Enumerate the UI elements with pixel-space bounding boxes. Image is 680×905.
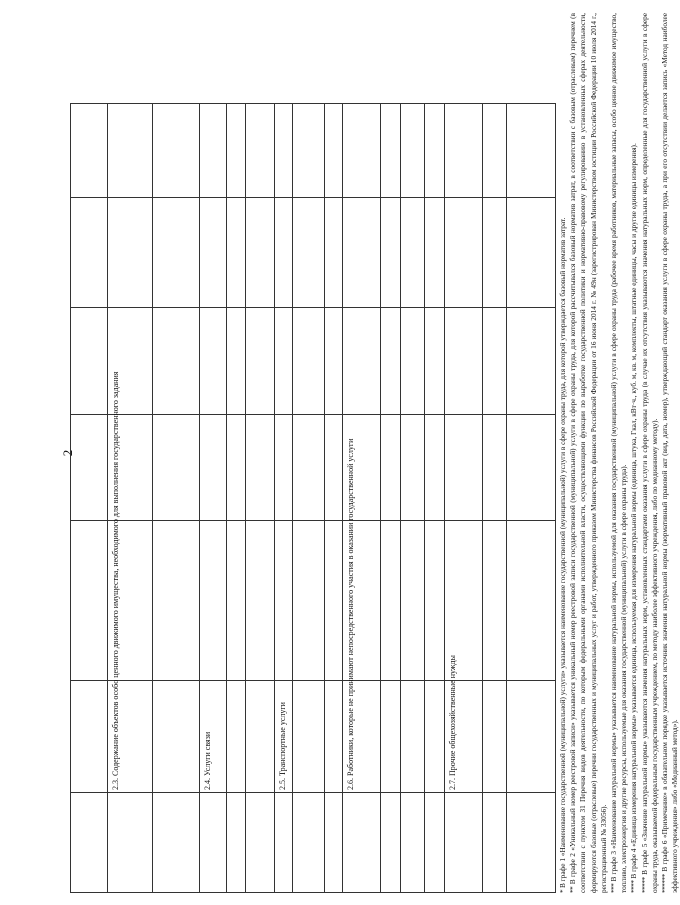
column-divider bbox=[70, 520, 556, 521]
row-divider bbox=[199, 103, 200, 893]
table-row-label: 2.3. Содержание объектов особо ценного движимого имущества, необходимого для выполнения государственного задания bbox=[111, 371, 120, 790]
column-divider bbox=[70, 307, 556, 308]
table-frame bbox=[70, 103, 556, 893]
footnote-mark: ** bbox=[568, 886, 578, 893]
row-divider bbox=[226, 103, 227, 893]
row-divider bbox=[245, 103, 246, 893]
footnote-mark: **** bbox=[629, 880, 639, 893]
footnote bbox=[558, 13, 568, 893]
footnote-text: В графе 3 «Наименование натуральной нормы» указывается наименование натуральной нормы, используемой для оказания государственной (муниципальной) услуги в сфере охраны труда (рабочее время работников, материальные запасы, особо ценное движимое имущество, топливо, электроэнергия и другие ресурсы, используемые для оказания государственной (муниципальной) услуги в сфере охраны труда). bbox=[609, 13, 629, 893]
row-divider bbox=[444, 103, 445, 893]
footnote-text: В графе 1 «Наименование государственной (муниципальной) услуги» указывается наименование государственной (муниципальной) услуги в сфере охраны труда, для которой утверждается базовый норматив затрат. bbox=[558, 217, 567, 889]
footnote-mark: *** bbox=[609, 883, 619, 893]
footnote-text: В графе 6 «Примечание» в обязательном порядке указывается источник значения натуральной нормы (нормативный правовой акт (вид, дата, номер), утверждающий стандарт оказания услуги в сфере охраны труда, а при его отсутствии делается запись «Метод наиболее эффективного учреждения» либо «Медианный метод»). bbox=[660, 13, 680, 893]
row-divider bbox=[380, 103, 381, 893]
column-divider bbox=[70, 792, 556, 793]
footnote bbox=[660, 13, 680, 893]
column-divider bbox=[70, 197, 556, 198]
row-divider bbox=[506, 103, 507, 893]
footnote bbox=[629, 13, 639, 893]
footnote bbox=[568, 13, 609, 893]
row-divider bbox=[274, 103, 275, 893]
footnotes bbox=[558, 13, 680, 893]
column-divider bbox=[70, 680, 556, 681]
footnote-mark: * bbox=[558, 889, 567, 893]
footnote-text: В графе 4 «Единица измерения натуральной нормы» указывается единица, используемая для измерения натуральной нормы (единица, штука, Гкал, кВт·ч., куб. м, кв. м, комплекты, штатные единицы, часы и другие единицы измерения). bbox=[629, 143, 639, 879]
row-divider bbox=[342, 103, 343, 893]
row-divider bbox=[424, 103, 425, 893]
footnote-text: В графе 2 «Уникальный номер реестровой записи» указывается уникальный номер реестровой записи государственной (муниципальной) услуги в сфере охраны труда, для которой рассчитывался базовый норматив затрат, в соответствии с базовым (отраслевым) перечнем (в соответствии с пунктом 31 Перечня видов деятельности, по которым федеральными органами исполнительной власти, осуществляющими функции по выработке государственной политики и нормативно-правовому регулированию в установленных сферах деятельности, формируются базовые (отраслевые) перечни государственных и муниципальных услуг и работ, утвержденного приказом Министерства финансов Российской Федерации от 16 июня 2014 г. № 49н (зарегистрирован Министерством юстиции Российской Федерации 10 июля 2014 г., регистрационный № 33056). bbox=[568, 13, 608, 893]
footnote bbox=[609, 13, 629, 893]
table-row-label: 2.4. Услуги связи bbox=[203, 731, 212, 790]
footnote-text: В графе 5 «Значение натуральной нормы» указываются значения натуральных норм, установленных стандартами оказания услуги в сфере охраны труда (в случае их отсутствия указываются значения натуральных норм, определенные для государственной услуги в сфере охраны труда, оказываемой федеральным государственным учреждением, по методу наиболее эффективного учреждения, либо по медианному методу). bbox=[639, 13, 659, 893]
row-divider bbox=[107, 103, 108, 893]
footnote-mark: ****** bbox=[660, 874, 670, 893]
footnote-mark: ***** bbox=[639, 877, 649, 893]
cost-norms-table bbox=[70, 103, 556, 893]
page-number: 2 bbox=[60, 449, 75, 457]
row-divider bbox=[324, 103, 325, 893]
row-divider bbox=[400, 103, 401, 893]
table-row-label: 2.6. Работники, которые не принимают непосредственного участия в оказании государственной услуги bbox=[346, 438, 355, 790]
row-divider bbox=[292, 103, 293, 893]
row-divider bbox=[482, 103, 483, 893]
column-divider bbox=[70, 414, 556, 415]
table-row-label: 2.7. Прочие общехозяйственные нужды bbox=[448, 655, 457, 790]
table-row-label: 2.5. Транспортные услуги bbox=[278, 702, 287, 790]
footnote bbox=[640, 13, 660, 893]
row-divider bbox=[152, 103, 153, 893]
